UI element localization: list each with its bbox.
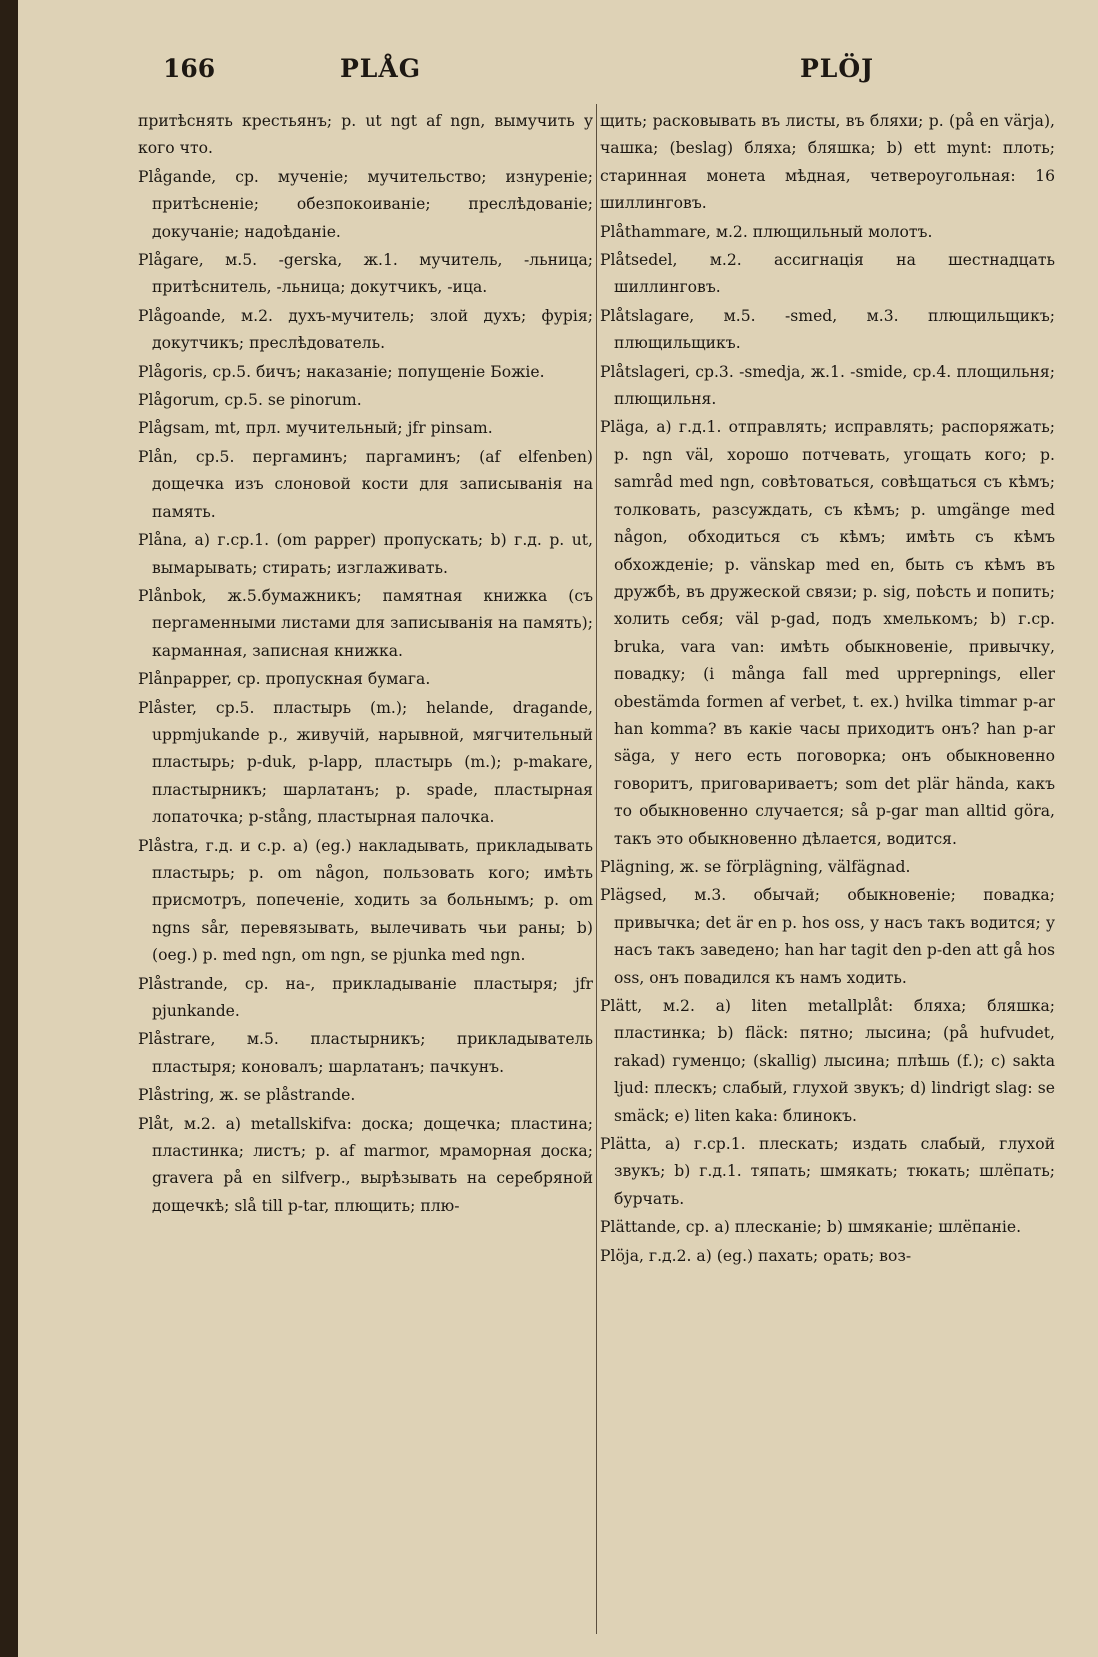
page-number: 166 xyxy=(163,54,216,83)
dictionary-entry: Plåster, ср.5. пластырь (m.); helande, dragande, uppmjukande p., живучій, нарывной, мягчительный пластырь; p-duk, p-lapp, пластырь (m.); p-makare, пластырникъ; шарлатанъ; p. spade, пластырная лопаточка; p-stång, пластырная палочка. xyxy=(138,698,593,827)
left-guide-word: PLÅG xyxy=(340,54,422,83)
dictionary-entry: Pläga, a) г.д.1. отправлять; исправлять; распоряжать; p. ngn väl, хорошо потчевать, угощать кого; p. samråd med ngn, совѣтоваться, совѣщаться съ кѣмъ; толковать, разсуждать, съ кѣмъ; p. umgänge med någon, обходиться съ кѣмъ; имѣть съ кѣмъ обхожденіе; p. vänskap med en, быть съ кѣмъ въ дружбѣ, въ дружеской связи; p. sig, поѣсть и попить; холить себя; väl p-gad, подъ хмелькомъ; b) г.ср. bruka, vara van: имѣть обыкновеніе, привычку, повадку; (i många fall med upprepnings, eller obestämda formen af verbet, t. ex.) hvilka timmar p-ar han komma? въ какіе часы приходитъ онъ? han p-ar säga, у него есть поговорка; онъ обыкновенно говоритъ, приговариваетъ; som det plär hända, какъ то обыкновенно случается; så p-gar man alltid göra, такъ это обыкновенно дѣлается, водится. xyxy=(600,418,1055,848)
dictionary-entry: притѣснять крестьянъ; p. ut ngt af ngn, вымучить у кого что. xyxy=(138,112,593,158)
right-guide-word: PLÖJ xyxy=(800,54,874,83)
dictionary-entry: Plånbok, ж.5.бумажникъ; памятная книжка (съ пергаменными листами для записыванія на память); карманная, записная книжка. xyxy=(138,586,593,660)
dictionary-entry: Plåtslageri, ср.3. -smedja, ж.1. -smide, ср.4. площильня; плющильня. xyxy=(600,362,1055,409)
dictionary-entry: Plägsed, м.3. обычай; обыкновеніе; повадка; привычка; det är en p. hos oss, у насъ такъ водится; у насъ такъ заведено; han har tagit den p-den att gå hos oss, онъ повадился къ намъ ходить. xyxy=(600,886,1055,987)
dictionary-entry: Plågare, м.5. -gerska, ж.1. мучитель, -льница; притѣснитель, -льница; докутчикъ, -ица. xyxy=(138,251,593,297)
dictionary-entry: Plåstrare, м.5. пластырникъ; прикладыватель пластыря; коновалъ; шарлатанъ; пачкунъ. xyxy=(138,1030,593,1076)
dictionary-page xyxy=(18,0,1098,1657)
dictionary-entry: Plägning, ж. se förplägning, välfägnad. xyxy=(600,857,911,876)
dictionary-entry: Plågoande, м.2. духъ-мучитель; злой духъ; фурія; докутчикъ; преслѣдователь. xyxy=(138,306,593,353)
dictionary-entry: щить; расковывать въ листы, въ бляхи; p. (på en värja), чашка; (beslag) бляха; бляшка; b) ett mynt: плоть; старинная монета мѣдная, четвероугольная: 16 шиллинговъ. xyxy=(600,112,1055,213)
dictionary-entry: Plågande, ср. мученіе; мучительство; изнуреніе; притѣсненіе; обезпокоиваніе; преслѣдованіе; докучаніе; надоѣданіе. xyxy=(138,167,593,241)
column-divider xyxy=(596,104,597,1634)
dictionary-entry: Plåtslagare, м.5. -smed, м.3. плющильщикъ; плющильщикъ. xyxy=(600,306,1055,353)
page-header xyxy=(18,54,1098,98)
dictionary-entry: Plätt, м.2. a) liten metallplåt: бляха; бляшка; пластинка; b) fläck: пятно; лысина; (på hufvudet, rakad) гуменцо; (skallig) лысина; плѣшь (f.); c) sakta ljud: плескъ; слабый, глухой звукъ; d) lindrigt slag: se smäck; e) liten kaka: блинокъ. xyxy=(600,997,1055,1125)
left-column xyxy=(138,108,593,1638)
dictionary-entry: Plågorum, ср.5. se pinorum. xyxy=(138,391,362,410)
right-column xyxy=(600,108,1055,1638)
dictionary-entry: Plånpapper, ср. пропускная бумага. xyxy=(138,670,431,689)
dictionary-entry: Plågoris, ср.5. бичъ; наказаніе; попущеніе Божіе. xyxy=(138,362,545,381)
dictionary-entry: Plågsam, mt, прл. мучительный; jfr pinsam. xyxy=(138,419,493,438)
dictionary-entry: Plätta, a) г.ср.1. плескать; издать слабый, глухой звукъ; b) г.д.1. тяпать; шмякать; тюкать; шлёпать; бурчать. xyxy=(600,1135,1055,1208)
dictionary-entry: Plättande, ср. a) плесканіе; b) шмяканіе; шлёпаніе. xyxy=(600,1218,1022,1237)
dictionary-entry: Plåtsedel, м.2. ассигнація на шестнадцать шиллинговъ. xyxy=(600,251,1055,297)
dictionary-entry: Plöja, г.д.2. a) (eg.) пахать; орать; воз- xyxy=(600,1246,912,1265)
dictionary-entry: Plåstring, ж. se plåstrande. xyxy=(138,1086,356,1105)
dictionary-entry: Plån, ср.5. пергаминъ; паргаминъ; (af elfenben) дощечка изъ слоновой кости для записыванія на память. xyxy=(138,447,593,521)
dictionary-entry: Plåt, м.2. a) metallskifva: доска; дощечка; пластина; пластинка; листъ; p. af marmor, мраморная доска; gravera på en silfverp., вырѣзывать на серебряной дощечкѣ; slå till p-tar, плющить; плю- xyxy=(138,1114,593,1215)
dictionary-entry: Plåstra, г.д. и с.р. a) (eg.) накладывать, прикладывать пластырь; p. om någon, пользовать кого; имѣть присмотръ, попеченіе, ходить за больнымъ; p. om ngns sår, перевязывать, вылечивать чьи раны; b) (oeg.) p. med ngn, om ngn, se pjunka med ngn. xyxy=(138,836,593,965)
dictionary-entry: Plåstrande, ср. на-, прикладываніе пластыря; jfr pjunkande. xyxy=(138,974,593,1020)
dictionary-entry: Plåthammare, м.2. плющильный молотъ. xyxy=(600,222,933,241)
dictionary-entry: Plåna, a) г.ср.1. (om papper) пропускать; b) г.д. p. ut, вымарывать; стирать; изглаживать. xyxy=(138,531,593,577)
